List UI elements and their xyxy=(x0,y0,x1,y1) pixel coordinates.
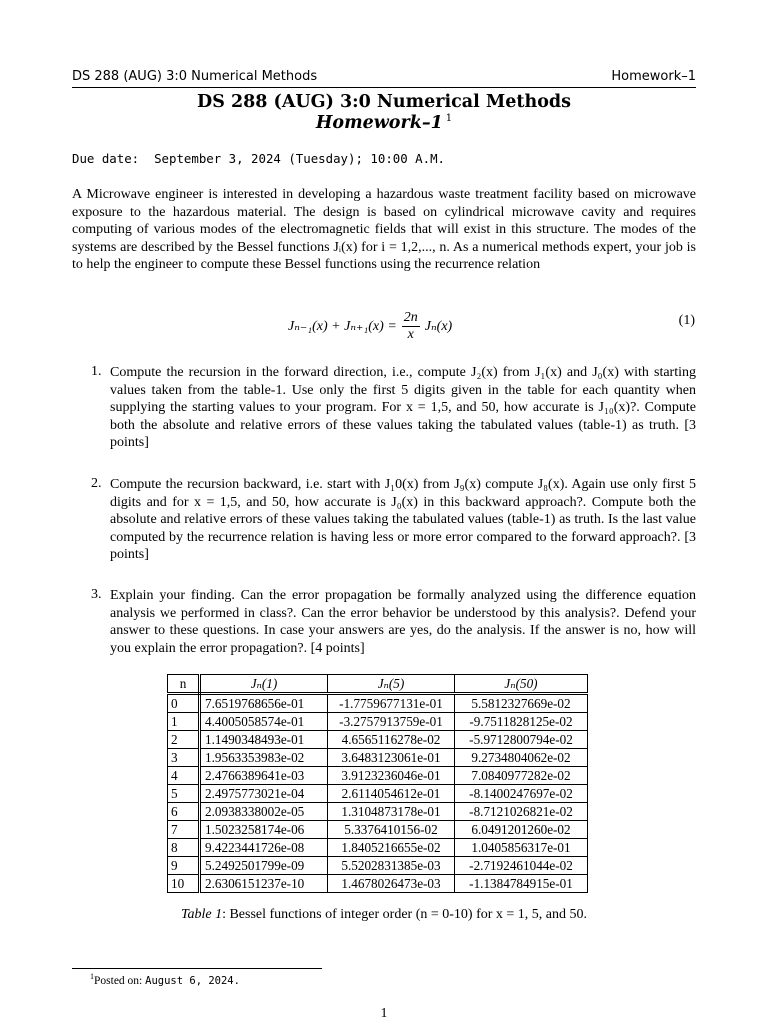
header-n: n xyxy=(168,675,200,694)
cell-n: 2 xyxy=(168,731,200,749)
equation-number: (1) xyxy=(678,313,695,328)
cell-n: 10 xyxy=(168,875,200,893)
table-row xyxy=(168,821,588,839)
cell-jn1: 4.4005058574e-01 xyxy=(200,713,328,731)
due-date-label: Due date: xyxy=(72,151,140,166)
table-row xyxy=(168,839,588,857)
cell-jn1: 2.4766389641e-03 xyxy=(200,767,328,785)
cell-jn1: 2.4975773021e-04 xyxy=(200,785,328,803)
cell-jn1: 9.4223441726e-08 xyxy=(200,839,328,857)
caption-label: Table 1 xyxy=(180,907,223,922)
document-title: DS 288 (AUG) 3:0 Numerical Methods xyxy=(197,92,571,112)
cell-jn5: 1.8405216655e-02 xyxy=(328,839,455,857)
header-jn5: Jₙ(5) xyxy=(328,675,455,694)
footnote-date: August 6, 2024. xyxy=(145,974,240,987)
equation-numerator: 2n xyxy=(403,309,418,325)
table-row xyxy=(168,767,588,785)
cell-n: 6 xyxy=(168,803,200,821)
cell-jn50: -9.7511828125e-02 xyxy=(455,713,588,731)
cell-jn1: 1.9563353983e-02 xyxy=(200,749,328,767)
question-3-text: Explain your finding. Can the error propagation be formally analyzed using the difference equation analysis we performed in class?. Can the error behavior be understood by this analysis?. Defend your answer to these questions. In case your answers are yes, do the analysis. If the answer is no, how will you explain the error propagation?. [4 points] xyxy=(110,588,696,656)
cell-n: 9 xyxy=(168,857,200,875)
cell-jn5: -1.7759677131e-01 xyxy=(328,694,455,713)
cell-jn50: 6.0491201260e-02 xyxy=(455,821,588,839)
table-caption xyxy=(0,907,768,923)
cell-jn50: -2.7192461044e-02 xyxy=(455,857,588,875)
footnote-rule xyxy=(72,968,322,969)
cell-jn1: 1.5023258174e-06 xyxy=(200,821,328,839)
equation-rhs: Jₙ(x) xyxy=(424,318,453,334)
header-jn50: Jₙ(50) xyxy=(455,675,588,694)
due-date-value: September 3, 2024 (Tuesday); 10:00 A.M. xyxy=(154,151,445,166)
cell-jn50: -8.1400247697e-02 xyxy=(455,785,588,803)
cell-jn5: 2.6114054612e-01 xyxy=(328,785,455,803)
cell-jn50: 5.5812327669e-02 xyxy=(455,694,588,713)
header-jn1: Jₙ(1) xyxy=(200,675,328,694)
table-row xyxy=(168,749,588,767)
footnote-mark: 1 xyxy=(90,972,94,981)
question-1-text: Compute the recursion in the forward direction, i.e., compute J₂(x) from J₁(x) and J₀(x) with starting values taken from the table-1. Use only the first 5 digits given in the table for each quantity when supplying the starting values to your program. For x = 1,5, and 50, how accurate is J₁₀(x)?. Compute both the absolute and relative errors of these values taking the tabulated values (table-1) as truth. [3 points] xyxy=(110,365,696,451)
recurrence-equation xyxy=(288,306,452,346)
cell-jn5: 4.6565116278e-02 xyxy=(328,731,455,749)
cell-n: 4 xyxy=(168,767,200,785)
table-row xyxy=(168,731,588,749)
table-row xyxy=(168,875,588,893)
cell-n: 8 xyxy=(168,839,200,857)
question-3-number: 3. xyxy=(91,587,102,602)
document-subtitle xyxy=(0,113,768,133)
cell-jn5: -3.2757913759e-01 xyxy=(328,713,455,731)
cell-jn1: 1.1490348493e-01 xyxy=(200,731,328,749)
table-row xyxy=(168,713,588,731)
cell-jn5: 5.5202831385e-03 xyxy=(328,857,455,875)
intro-paragraph: A Microwave engineer is interested in developing a hazardous waste treatment facility based on microwave exposure to the hazardous material. The design is based on cylindrical microwave cavity and requires computing of various modes of the electromagnetic fields that will exist in this structure. The modes of the systems are described by the Bessel functions Jᵢ(x) for i = 1,2,..., n. As a numerical methods expert, your job is to help the engineer to compute these Bessel functions using the recurrence relation xyxy=(72,187,696,273)
cell-n: 3 xyxy=(168,749,200,767)
cell-jn5: 3.6483123061e-01 xyxy=(328,749,455,767)
cell-jn50: -5.9712800794e-02 xyxy=(455,731,588,749)
cell-jn50: 7.0840977282e-02 xyxy=(455,767,588,785)
table-row xyxy=(168,803,588,821)
subtitle-text: Homework–1 xyxy=(315,113,443,133)
footnote xyxy=(90,972,240,987)
cell-n: 7 xyxy=(168,821,200,839)
bessel-table xyxy=(167,674,588,893)
page-number: 1 xyxy=(380,1006,388,1021)
question-2-number: 2. xyxy=(91,476,102,491)
cell-jn1: 5.2492501799e-09 xyxy=(200,857,328,875)
cell-jn1: 2.0938338002e-05 xyxy=(200,803,328,821)
table-row xyxy=(168,694,588,713)
cell-jn50: 9.2734804062e-02 xyxy=(455,749,588,767)
equation-fraction xyxy=(402,310,420,343)
cell-n: 1 xyxy=(168,713,200,731)
cell-jn1: 2.6306151237e-10 xyxy=(200,875,328,893)
cell-jn50: -1.1384784915e-01 xyxy=(455,875,588,893)
title-footnote-mark: 1 xyxy=(445,113,453,125)
cell-jn5: 1.4678026473e-03 xyxy=(328,875,455,893)
question-1-number: 1. xyxy=(91,364,102,379)
due-date-line xyxy=(72,151,445,166)
equation-lhs: Jₙ₋₁(x) + Jₙ₊₁(x) = xyxy=(288,318,397,334)
cell-jn5: 5.3376410156-02 xyxy=(328,821,455,839)
cell-jn5: 3.9123236046e-01 xyxy=(328,767,455,785)
cell-n: 5 xyxy=(168,785,200,803)
table-row xyxy=(168,785,588,803)
footnote-text: Posted on: xyxy=(94,974,143,987)
caption-text: : Bessel functions of integer order (n = 0-10) for x = 1, 5, and 50. xyxy=(222,907,588,922)
running-header-right: Homework–1 xyxy=(611,69,696,84)
table-row xyxy=(168,857,588,875)
cell-jn50: -8.7121026821e-02 xyxy=(455,803,588,821)
equation-denominator: x xyxy=(407,326,414,342)
running-header-left: DS 288 (AUG) 3:0 Numerical Methods xyxy=(72,69,318,84)
cell-jn1: 7.6519768656e-01 xyxy=(200,694,328,713)
cell-n: 0 xyxy=(168,694,200,713)
question-2-text: Compute the recursion backward, i.e. start with J₁0(x) from J₉(x) compute J₈(x). Again use only first 5 digits and for x = 1,5, and 50, how accurate is J₀(x) in this backward approach?. Compute both the absolute and relative errors of these values taking the tabulated values (table-1) as truth. Is the last value computed by the recurrence relation is having less or more error compared to the forward approach?. [3 points] xyxy=(110,477,696,563)
header-rule xyxy=(72,87,696,88)
table-header-row xyxy=(168,675,588,694)
cell-jn5: 1.3104873178e-01 xyxy=(328,803,455,821)
cell-jn50: 1.0405856317e-01 xyxy=(455,839,588,857)
